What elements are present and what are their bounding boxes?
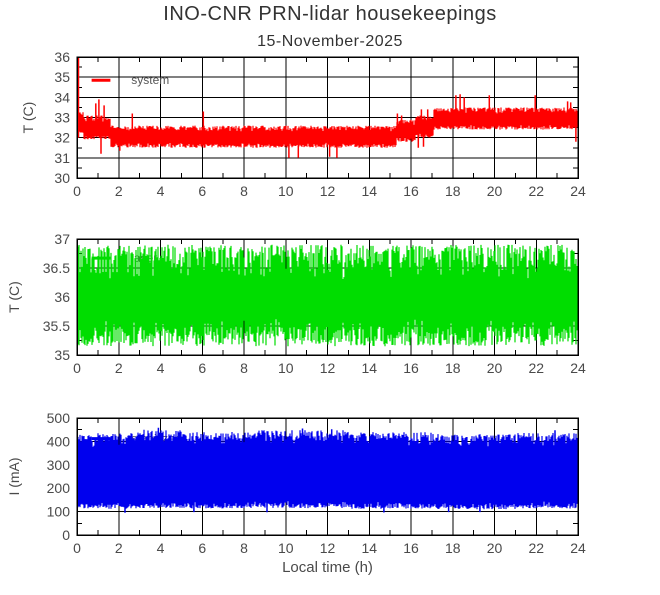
x-tick-label: 20 [486,183,503,199]
x-axis-title: Local time (h) [282,559,373,576]
x-tick-label: 22 [528,540,545,556]
x-tick-label: 8 [240,183,248,199]
y-tick-label: 500 [46,410,70,426]
y-tick-label: 35 [54,69,70,86]
y-tick-label: 37 [54,231,70,247]
y-tick-label: 0 [62,527,70,543]
x-tick-label: 24 [570,540,586,556]
x-tick-label: 0 [73,183,81,199]
y-tick-label: 35 [54,347,70,363]
x-tick-label: 12 [319,183,336,199]
x-tick-label: 12 [319,360,336,376]
y-tick-label: 300 [46,456,70,473]
x-tick-label: 16 [403,540,419,556]
x-tick-label: 2 [114,540,123,556]
x-tick-label: 12 [319,540,336,556]
page-title: INO-CNR PRN-lidar housekeepings [163,3,497,25]
y-tick-label: 35.5 [42,318,70,334]
x-tick-label: 2 [114,183,123,199]
y-tick-label: 36 [54,289,70,305]
x-tick-label: 22 [528,360,545,376]
stabilizer-current-chart [6,410,586,576]
system-temperature-chart [20,49,586,199]
stabilizer-data-band [78,430,577,509]
system-legend-label: system [131,73,170,88]
x-tick-label: 4 [156,540,165,556]
x-tick-label: 6 [198,540,207,556]
x-tick-label: 8 [240,360,248,376]
x-tick-label: 16 [403,183,419,199]
x-tick-label: 6 [198,183,207,199]
stabilizer-legend-label: stabilizer [131,431,179,446]
y-tick-label: 100 [46,503,70,520]
y-axis-title: T (C) [20,101,36,134]
x-tick-label: 20 [486,360,503,376]
x-tick-label: 10 [277,183,294,199]
y-tick-label: 32 [54,129,70,146]
x-tick-label: 14 [361,183,378,199]
x-tick-label: 20 [486,540,503,556]
x-tick-label: 18 [444,540,461,556]
y-tick-label: 31 [54,149,70,166]
x-tick-label: 24 [570,360,586,376]
page-date-subtitle: 15-November-2025 [257,33,403,50]
y-tick-label: 33 [54,109,70,126]
x-tick-label: 10 [277,540,294,556]
y-axis-title: I (mA) [6,457,22,496]
y-tick-label: 30 [54,170,70,186]
x-tick-label: 24 [570,183,586,199]
x-tick-label: 0 [73,360,81,376]
laser-temperature-chart [6,231,586,376]
x-tick-label: 14 [361,540,378,556]
y-tick-label: 34 [54,89,70,106]
x-tick-label: 4 [156,360,165,376]
y-tick-label: 36.5 [42,260,70,276]
x-tick-label: 10 [277,360,294,376]
x-tick-label: 2 [114,360,123,376]
x-tick-label: 8 [240,540,248,556]
y-tick-label: 400 [46,433,70,450]
y-tick-label: 200 [46,480,70,497]
x-tick-label: 14 [361,360,378,376]
x-tick-label: 18 [444,360,461,376]
x-tick-label: 0 [73,540,81,556]
x-tick-label: 4 [156,183,165,199]
y-axis-title: T (C) [6,281,22,313]
y-tick-label: 36 [54,49,70,65]
x-tick-label: 18 [444,183,461,199]
x-tick-label: 16 [403,360,419,376]
x-tick-label: 6 [198,360,207,376]
x-tick-label: 22 [528,183,545,199]
laser-legend-label: laser [131,251,158,266]
